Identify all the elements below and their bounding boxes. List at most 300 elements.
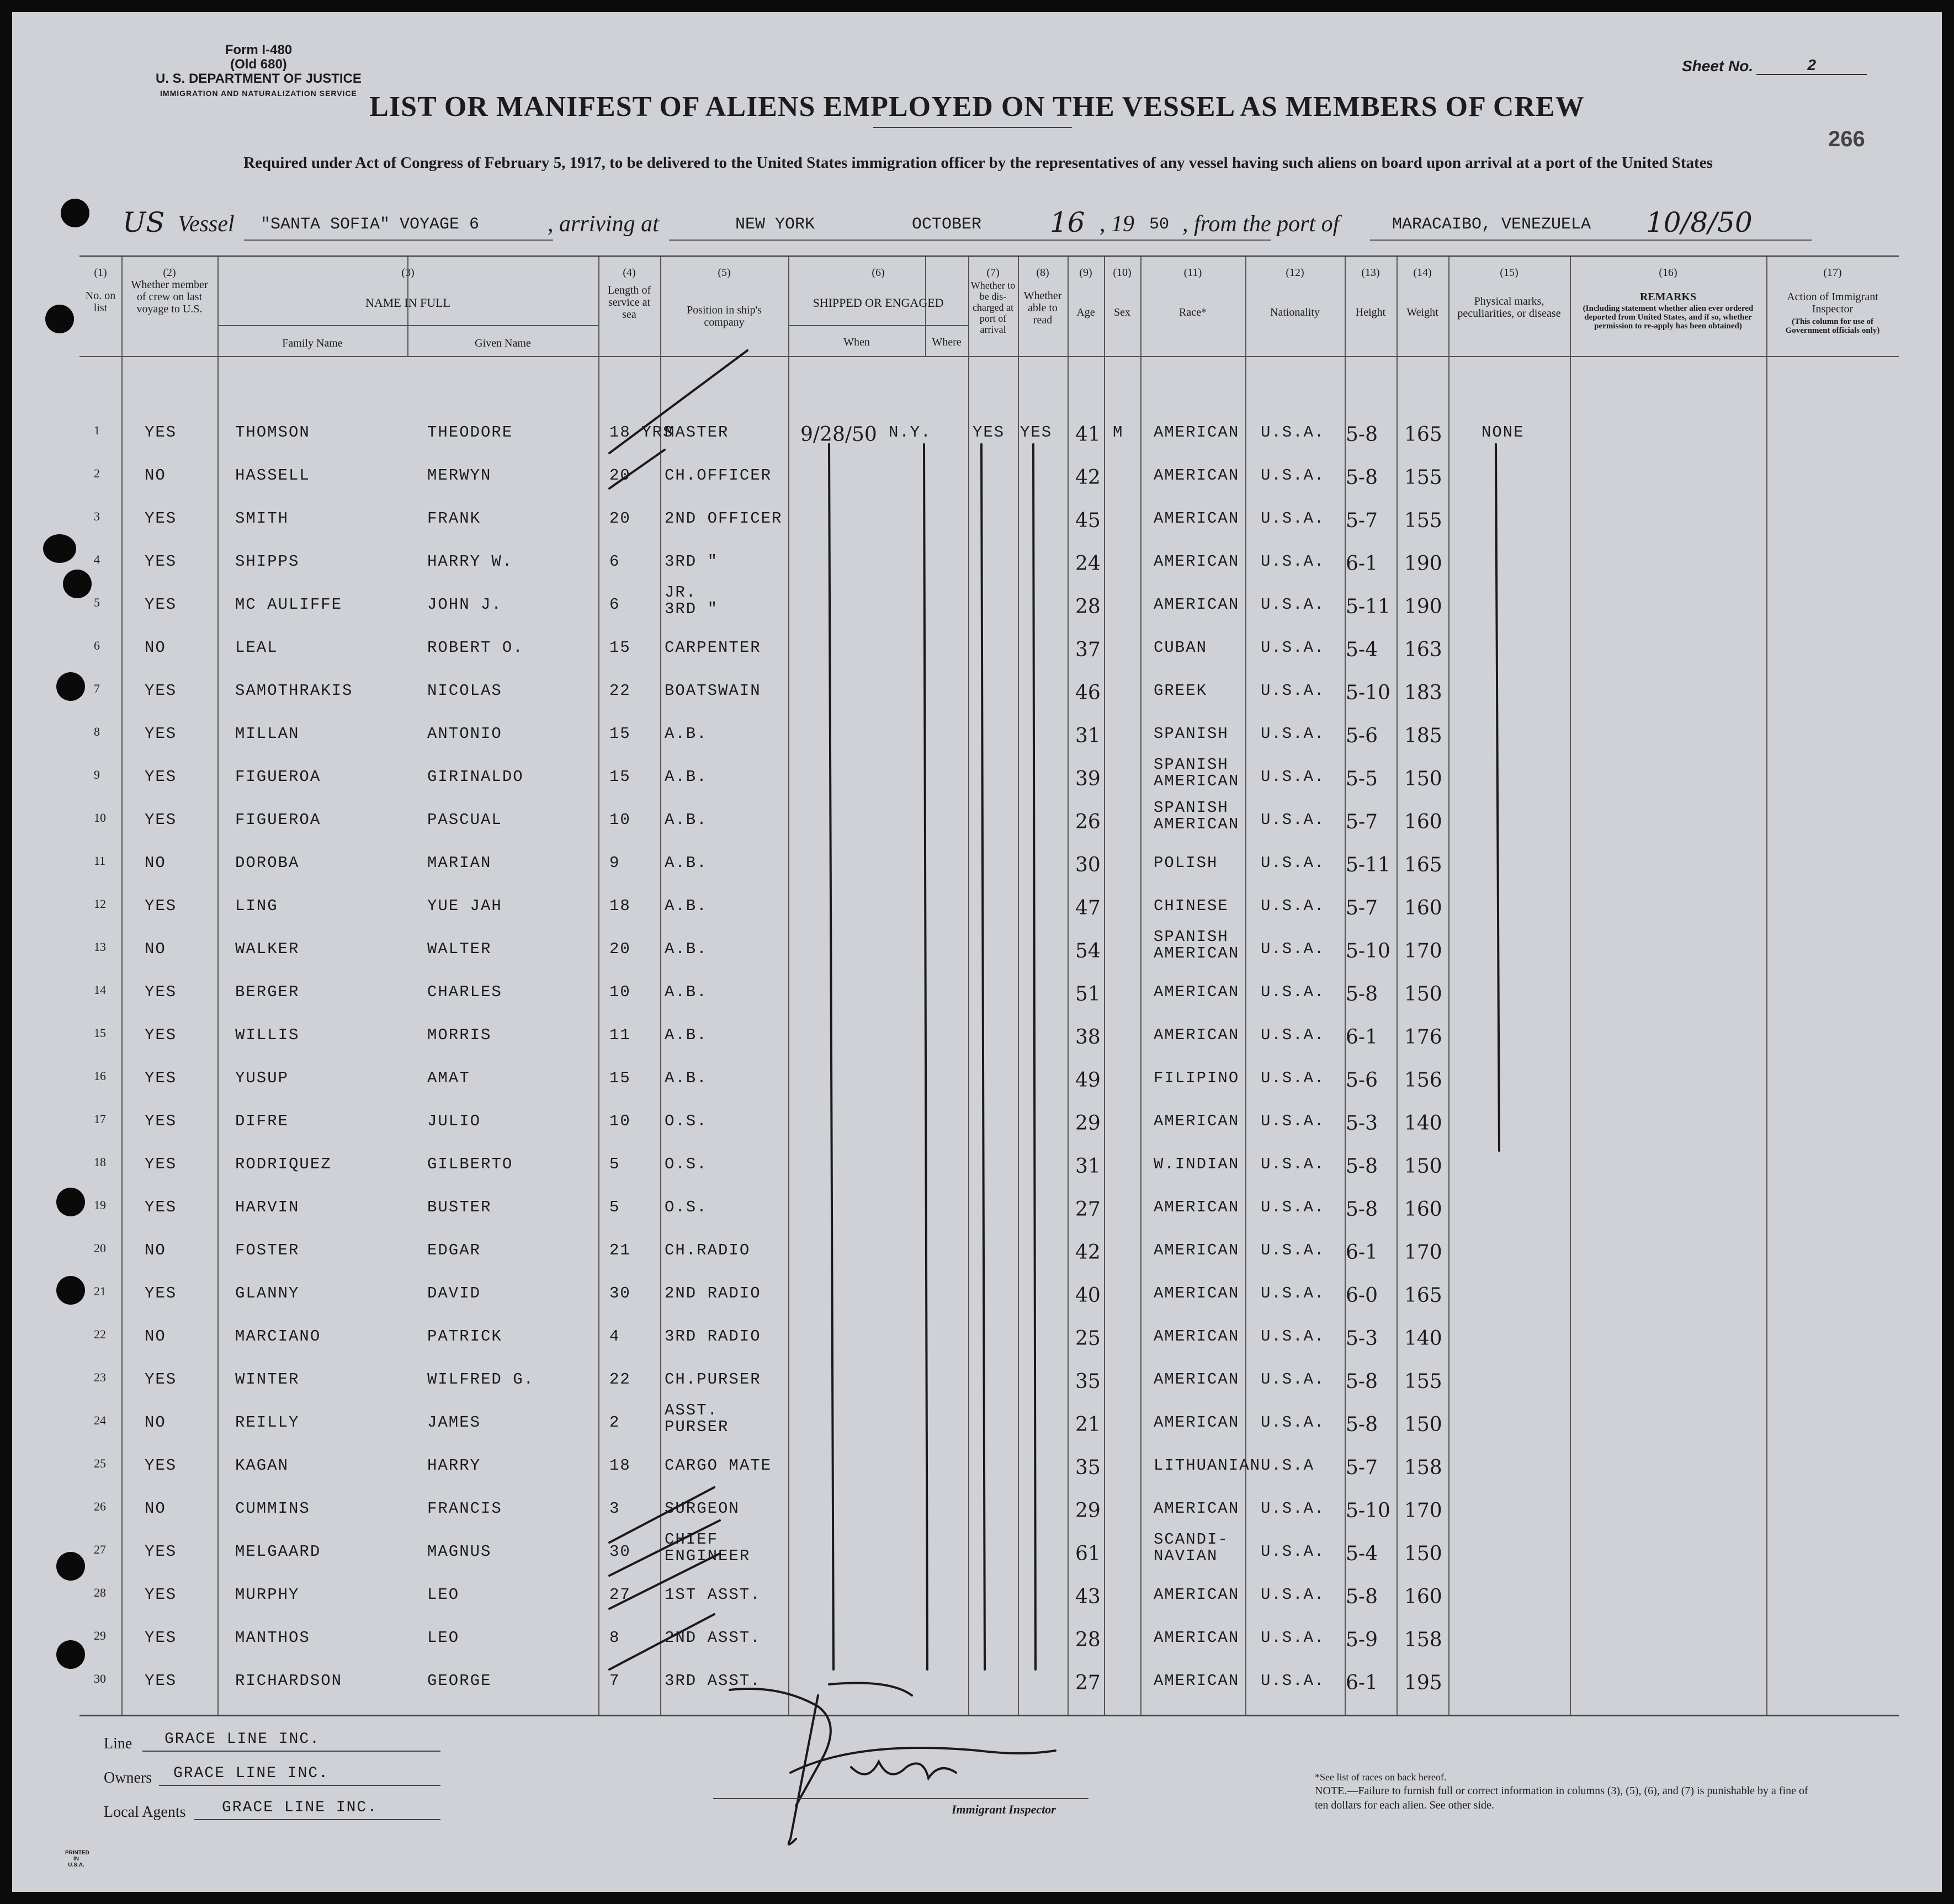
given-name-cell: THEODORE [427, 423, 513, 442]
us-handwritten-mark: US [123, 206, 165, 238]
height-cell: 5-10 [1346, 940, 1390, 962]
weight-cell: 150 [1404, 1543, 1442, 1565]
height-cell: 5-7 [1346, 811, 1378, 833]
row-number-cell: 18 [94, 1155, 106, 1169]
weight-cell: 190 [1404, 552, 1442, 575]
age-cell: 54 [1075, 940, 1101, 962]
position-cell: A.B. [665, 811, 708, 829]
row-number-cell: 30 [94, 1672, 106, 1685]
family-name-cell: MILLAN [235, 725, 300, 743]
nationality-cell: U.S.A. [1261, 1499, 1325, 1518]
family-name-cell: CUMMINS [235, 1499, 310, 1518]
height-cell: 5-11 [1346, 854, 1390, 876]
last-voyage-cell: YES [145, 509, 177, 528]
race-cell: SPANISH AMERICAN [1154, 756, 1240, 790]
age-cell: 30 [1075, 854, 1101, 876]
given-name-cell: MARIAN [427, 854, 492, 872]
row-number-cell: 16 [94, 1069, 106, 1083]
nationality-cell: U.S.A. [1261, 595, 1325, 614]
family-name-cell: WALKER [235, 940, 300, 958]
given-name-cell: HARRY W. [427, 552, 513, 571]
owners-value: GRACE LINE INC. [173, 1765, 330, 1782]
service-length-cell: 2 [609, 1413, 620, 1432]
from-port-label: , from the port of [1182, 211, 1340, 237]
form-old-number: (Old 680) [230, 57, 287, 72]
page-title: LIST OR MANIFEST OF ALIENS EMPLOYED ON THE VESSEL AS MEMBERS OF CREW [369, 91, 1585, 123]
race-cell: AMERICAN [1154, 466, 1240, 485]
check-stroke [609, 1554, 720, 1609]
row-number-cell: 2 [94, 466, 100, 480]
last-voyage-cell: NO [145, 1413, 166, 1432]
service-length-cell: 5 [609, 1155, 620, 1173]
race-cell: SPANISH AMERICAN [1154, 928, 1240, 962]
last-voyage-cell: YES [145, 682, 177, 700]
vessel-underline [244, 240, 553, 241]
family-name-cell: LEAL [235, 639, 278, 657]
arrival-port: NEW YORK [735, 215, 815, 234]
inspector-label: Immigrant Inspector [952, 1802, 1056, 1816]
col16-header: REMARKS [1639, 291, 1697, 303]
ditto-line [924, 444, 927, 1669]
arrival-year: 50 [1149, 215, 1170, 234]
check-stroke [609, 350, 747, 453]
weight-cell: 170 [1404, 940, 1442, 962]
nationality-cell: U.S.A. [1261, 983, 1325, 1001]
last-voyage-cell: YES [145, 1155, 177, 1173]
row-number-cell: 8 [94, 725, 100, 738]
position-cell: A.B. [665, 1069, 708, 1087]
weight-cell: 160 [1404, 1198, 1442, 1221]
age-cell: 35 [1075, 1456, 1101, 1479]
last-voyage-cell: YES [145, 897, 177, 915]
height-cell: 5-3 [1346, 1112, 1378, 1135]
col5-number: (5) [718, 267, 731, 279]
service-length-cell: 7 [609, 1672, 620, 1690]
service-length-cell: 22 [609, 1370, 631, 1389]
last-voyage-cell: NO [145, 940, 166, 958]
col1-number: (1) [94, 267, 107, 279]
height-cell: 5-7 [1346, 897, 1378, 919]
line-value: GRACE LINE INC. [164, 1731, 321, 1748]
col3-family-header: Family Name [282, 337, 343, 349]
position-cell: CARGO MATE [665, 1456, 772, 1475]
row-number-cell: 3 [94, 509, 100, 523]
position-cell: 3RD ASST. [665, 1672, 761, 1690]
position-cell: BOATSWAIN [665, 682, 761, 700]
age-cell: 51 [1075, 983, 1101, 1006]
form-number: Form I-480 [225, 42, 293, 57]
given-name-cell: JULIO [427, 1112, 481, 1130]
weight-cell: 150 [1404, 768, 1442, 790]
department-name: U. S. DEPARTMENT OF JUSTICE [156, 71, 362, 86]
race-cell: LITHUANIAN [1154, 1456, 1261, 1475]
height-cell: 5-7 [1346, 509, 1378, 532]
pen-marks [79, 257, 1899, 1715]
nationality-cell: U.S.A. [1261, 639, 1325, 657]
last-voyage-cell: NO [145, 1499, 166, 1518]
position-cell: CH.RADIO [665, 1241, 751, 1259]
height-cell: 5-8 [1346, 466, 1378, 489]
race-cell: AMERICAN [1154, 423, 1240, 442]
position-cell: 2ND RADIO [665, 1284, 761, 1302]
family-name-cell: YUSUP [235, 1069, 289, 1087]
position-cell: A.B. [665, 768, 708, 786]
col12-header: Nationality [1270, 306, 1320, 318]
last-voyage-cell: NO [145, 639, 166, 657]
last-voyage-cell: YES [145, 1198, 177, 1216]
position-cell: A.B. [665, 1026, 708, 1044]
row-number-cell: 15 [94, 1026, 106, 1040]
title-divider [873, 127, 1072, 128]
col14-header: Weight [1406, 306, 1438, 318]
family-name-cell: SHIPPS [235, 552, 300, 571]
given-name-cell: CHARLES [427, 983, 502, 1001]
height-cell: 5-5 [1346, 768, 1378, 790]
height-cell: 5-10 [1346, 1499, 1390, 1522]
height-cell: 5-4 [1346, 639, 1378, 661]
family-name-cell: KAGAN [235, 1456, 289, 1475]
sheet-number-value: 2 [1756, 56, 1867, 75]
family-name-cell: SMITH [235, 509, 289, 528]
race-cell: FILIPINO [1154, 1069, 1240, 1087]
ditto-line [1496, 444, 1499, 1151]
age-cell: 28 [1075, 1629, 1101, 1651]
weight-cell: 160 [1404, 811, 1442, 833]
row-number-cell: 10 [94, 811, 106, 825]
service-length-cell: 20 [609, 466, 631, 485]
nationality-cell: U.S.A. [1261, 725, 1325, 743]
age-cell: 37 [1075, 639, 1101, 661]
race-cell: AMERICAN [1154, 595, 1240, 614]
height-cell: 5-7 [1346, 1456, 1378, 1479]
col6-where-header: Where [932, 336, 962, 348]
last-voyage-cell: YES [145, 1672, 177, 1690]
given-name-cell: PATRICK [427, 1327, 502, 1345]
race-cell: AMERICAN [1154, 1499, 1240, 1518]
last-voyage-cell: YES [145, 1543, 177, 1561]
last-voyage-cell: YES [145, 1069, 177, 1087]
weight-cell: 150 [1404, 1413, 1442, 1436]
row-number-cell: 4 [94, 552, 100, 566]
row-number-cell: 7 [94, 682, 100, 695]
height-cell: 6-0 [1346, 1284, 1378, 1307]
nationality-cell: U.S.A. [1261, 854, 1325, 872]
row-number-cell: 24 [94, 1413, 106, 1427]
owners-underline [159, 1785, 440, 1786]
nationality-cell: U.S.A. [1261, 509, 1325, 528]
service-length-cell: 20 [609, 509, 631, 528]
col5-header: Position in ship's company [687, 304, 762, 328]
race-cell: AMERICAN [1154, 1370, 1240, 1389]
given-name-cell: JOHN J. [427, 595, 502, 614]
given-name-cell: ROBERT O. [427, 639, 524, 657]
last-voyage-cell: YES [145, 423, 177, 442]
col4-header: Length of service at sea [607, 284, 651, 321]
service-length-cell: 18 [609, 1456, 631, 1475]
family-name-cell: REILLY [235, 1413, 300, 1432]
last-voyage-cell: YES [145, 1586, 177, 1604]
from-port-underline [1370, 240, 1812, 241]
height-cell: 5-6 [1346, 1069, 1378, 1092]
row-number-cell: 19 [94, 1198, 106, 1212]
nationality-cell: U.S.A. [1261, 811, 1325, 829]
age-cell: 61 [1075, 1543, 1101, 1565]
last-voyage-cell: NO [145, 466, 166, 485]
age-cell: 21 [1075, 1413, 1101, 1436]
service-length-cell: 10 [609, 811, 631, 829]
height-cell: 5-8 [1346, 1155, 1378, 1178]
given-name-cell: LEO [427, 1629, 460, 1647]
service-name: IMMIGRATION AND NATURALIZATION SERVICE [160, 89, 357, 98]
weight-cell: 163 [1404, 639, 1442, 661]
position-cell: A.B. [665, 854, 708, 872]
nationality-cell: U.S.A. [1261, 1198, 1325, 1216]
family-name-cell: RICHARDSON [235, 1672, 343, 1690]
last-voyage-cell: NO [145, 1241, 166, 1259]
shipped-when-cell: 9/28/50 [800, 423, 877, 446]
age-cell: 45 [1075, 509, 1101, 532]
position-cell: 2ND ASST. [665, 1629, 761, 1647]
given-name-cell: MORRIS [427, 1026, 492, 1044]
col14-number: (14) [1413, 267, 1432, 279]
row-number-cell: 17 [94, 1112, 106, 1126]
height-cell: 5-8 [1346, 423, 1378, 446]
able-to-read-cell: YES [1020, 423, 1053, 442]
age-cell: 24 [1075, 552, 1101, 575]
position-cell: 2ND OFFICER [665, 509, 783, 528]
weight-cell: 140 [1404, 1327, 1442, 1350]
age-cell: 49 [1075, 1069, 1101, 1092]
col17-number: (17) [1823, 267, 1842, 279]
col7-header: Whether to be dis-charged at port of arrival [970, 280, 1016, 335]
height-cell: 6-1 [1346, 1241, 1378, 1264]
given-name-cell: NICOLAS [427, 682, 502, 700]
page-subtitle: Required under Act of Congress of February 5, 1917, to be delivered to the United States immigration officer by the representatives of any vessel having such aliens on board upon arrival at a port of the United States [243, 154, 1713, 172]
position-cell: CHIEF ENGINEER [665, 1530, 751, 1565]
given-name-cell: GILBERTO [427, 1155, 513, 1173]
nationality-cell: U.S.A. [1261, 1629, 1325, 1647]
family-name-cell: FOSTER [235, 1241, 300, 1259]
row-number-cell: 21 [94, 1284, 106, 1298]
manifest-sheet [12, 12, 1942, 1892]
race-cell: CHINESE [1154, 897, 1229, 915]
given-name-cell: LEO [427, 1586, 460, 1604]
sheet-number [1682, 56, 1867, 75]
check-stroke [609, 450, 665, 488]
height-cell: 5-3 [1346, 1327, 1378, 1350]
family-name-cell: LING [235, 897, 278, 915]
race-cell: SCANDI- NAVIAN [1154, 1530, 1229, 1565]
given-name-cell: MAGNUS [427, 1543, 492, 1561]
height-cell: 5-8 [1346, 1586, 1378, 1608]
position-cell: 3RD RADIO [665, 1327, 761, 1345]
last-voyage-cell: NO [145, 854, 166, 872]
race-cell: AMERICAN [1154, 1586, 1240, 1604]
col3-header: NAME IN FULL [365, 296, 450, 310]
weight-cell: 150 [1404, 983, 1442, 1006]
agents-value: GRACE LINE INC. [222, 1799, 378, 1816]
race-cell: POLISH [1154, 854, 1218, 872]
age-cell: 42 [1075, 466, 1101, 489]
given-name-cell: HARRY [427, 1456, 481, 1475]
race-cell: CUBAN [1154, 639, 1208, 657]
vessel-line [123, 206, 1812, 244]
family-name-cell: MC AULIFFE [235, 595, 343, 614]
nationality-cell: U.S.A. [1261, 1370, 1325, 1389]
last-voyage-cell: YES [145, 1112, 177, 1130]
weight-cell: 176 [1404, 1026, 1442, 1049]
service-length-cell: 20 [609, 940, 631, 958]
given-name-cell: PASCUAL [427, 811, 502, 829]
last-voyage-cell: YES [145, 1629, 177, 1647]
last-voyage-cell: YES [145, 595, 177, 614]
last-voyage-cell: YES [145, 1456, 177, 1475]
nationality-cell: U.S.A. [1261, 423, 1325, 442]
row-number-cell: 23 [94, 1370, 106, 1384]
age-cell: 39 [1075, 768, 1101, 790]
race-cell: AMERICAN [1154, 1284, 1240, 1302]
height-cell: 5-8 [1346, 1198, 1378, 1221]
family-name-cell: SAMOTHRAKIS [235, 682, 353, 700]
nationality-cell: U.S.A. [1261, 1543, 1325, 1561]
age-cell: 25 [1075, 1327, 1101, 1350]
height-cell: 6-1 [1346, 1026, 1378, 1049]
check-stroke [609, 1520, 720, 1576]
race-cell: AMERICAN [1154, 983, 1240, 1001]
family-name-cell: HASSELL [235, 466, 310, 485]
family-name-cell: FIGUEROA [235, 811, 321, 829]
sheet-number-label: Sheet No. [1682, 57, 1754, 75]
race-cell: AMERICAN [1154, 1672, 1240, 1690]
from-port: MARACAIBO, VENEZUELA [1392, 215, 1591, 234]
nationality-cell: U.S.A. [1261, 1672, 1325, 1690]
weight-cell: 155 [1404, 466, 1442, 489]
given-name-cell: BUSTER [427, 1198, 492, 1216]
col6-when-header: When [843, 336, 870, 348]
weight-cell: 150 [1404, 1155, 1442, 1178]
col9-header: Age [1076, 306, 1095, 318]
weight-cell: 160 [1404, 1586, 1442, 1608]
ditto-line [981, 444, 985, 1669]
given-name-cell: FRANK [427, 509, 481, 528]
weight-cell: 190 [1404, 595, 1442, 618]
nationality-cell: U.S.A. [1261, 682, 1325, 700]
age-cell: 28 [1075, 595, 1101, 618]
agents-underline [194, 1819, 440, 1820]
age-cell: 26 [1075, 811, 1101, 833]
age-cell: 42 [1075, 1241, 1101, 1264]
discharged-cell: YES [973, 423, 1005, 442]
weight-cell: 165 [1404, 423, 1442, 446]
service-length-cell: 4 [609, 1327, 620, 1345]
age-cell: 29 [1075, 1499, 1101, 1522]
races-note: *See list of races on back hereof. [1315, 1772, 1447, 1783]
age-cell: 43 [1075, 1586, 1101, 1608]
height-cell: 5-6 [1346, 725, 1378, 747]
date-underline [884, 240, 1271, 241]
row-number-cell: 22 [94, 1327, 106, 1341]
family-name-cell: MELGAARD [235, 1543, 321, 1561]
weight-cell: 195 [1404, 1672, 1442, 1694]
given-name-cell: EDGAR [427, 1241, 481, 1259]
printed-mark: PRINTED IN U.S.A. [65, 1850, 89, 1868]
service-length-cell: 6 [609, 552, 620, 571]
col8-header: Whether able to read [1023, 290, 1062, 326]
col17-note: (This column for use of Government officials only) [1785, 317, 1880, 335]
arrival-day: 16 [1050, 206, 1085, 238]
service-length-cell: 3 [609, 1499, 620, 1518]
service-length-cell: 15 [609, 1069, 631, 1087]
height-cell: 5-8 [1346, 1370, 1378, 1393]
height-cell: 6-1 [1346, 552, 1378, 575]
given-name-cell: WILFRED G. [427, 1370, 535, 1389]
race-cell: AMERICAN [1154, 1112, 1240, 1130]
inspector-signature [713, 1673, 1100, 1855]
handwritten-date-note: 10/8/50 [1646, 206, 1753, 238]
position-cell: O.S. [665, 1155, 708, 1173]
year-prefix: , 19 [1100, 211, 1134, 237]
service-length-cell: 18 YRS [609, 423, 674, 442]
col10-number: (10) [1113, 267, 1132, 279]
service-length-cell: 6 [609, 595, 620, 614]
nationality-cell: U.S.A. [1261, 1155, 1325, 1173]
col15-number: (15) [1500, 267, 1518, 279]
age-cell: 41 [1075, 423, 1101, 446]
weight-cell: 185 [1404, 725, 1442, 747]
arriving-label: , arriving at [548, 211, 659, 237]
crew-table [79, 255, 1899, 1716]
col7-number: (7) [986, 267, 1000, 279]
row-number-cell: 9 [94, 768, 100, 781]
service-length-cell: 30 [609, 1543, 631, 1561]
service-length-cell: 15 [609, 725, 631, 743]
row-number-cell: 20 [94, 1241, 106, 1255]
given-name-cell: GEORGE [427, 1672, 492, 1690]
row-number-cell: 11 [94, 854, 106, 868]
weight-cell: 156 [1404, 1069, 1442, 1092]
service-length-cell: 8 [609, 1629, 620, 1647]
race-cell: AMERICAN [1154, 1327, 1240, 1345]
service-length-cell: 15 [609, 639, 631, 657]
inspector-underline [713, 1798, 1088, 1799]
given-name-cell: WALTER [427, 940, 492, 958]
penalty-note: NOTE.—Failure to furnish full or correct information in columns (3), (5), (6), and (7) is punishable by a fine of ten dollars for each alien. See other side. [1315, 1785, 1808, 1811]
service-length-cell: 30 [609, 1284, 631, 1302]
position-cell: A.B. [665, 897, 708, 915]
row-number-cell: 13 [94, 940, 106, 954]
nationality-cell: U.S.A. [1261, 1069, 1325, 1087]
last-voyage-cell: YES [145, 1284, 177, 1302]
height-cell: 5-11 [1346, 595, 1390, 618]
col6-header: SHIPPED OR ENGAGED [813, 296, 944, 310]
last-voyage-cell: YES [145, 768, 177, 786]
given-name-cell: AMAT [427, 1069, 470, 1087]
col4-number: (4) [623, 267, 636, 279]
age-cell: 31 [1075, 1155, 1101, 1178]
family-name-cell: BERGER [235, 983, 300, 1001]
col1-header: No. on list [85, 290, 116, 314]
vessel-name: "SANTA SOFIA" VOYAGE 6 [261, 215, 480, 234]
punch-hole [43, 534, 76, 563]
position-cell: SURGEON [665, 1499, 740, 1518]
family-name-cell: THOMSON [235, 423, 310, 442]
col11-number: (11) [1183, 267, 1202, 279]
position-cell: MASTER [665, 423, 729, 442]
weight-cell: 160 [1404, 897, 1442, 919]
position-cell: 3RD " [665, 552, 719, 571]
race-cell: AMERICAN [1154, 1026, 1240, 1044]
family-name-cell: HARVIN [235, 1198, 300, 1216]
